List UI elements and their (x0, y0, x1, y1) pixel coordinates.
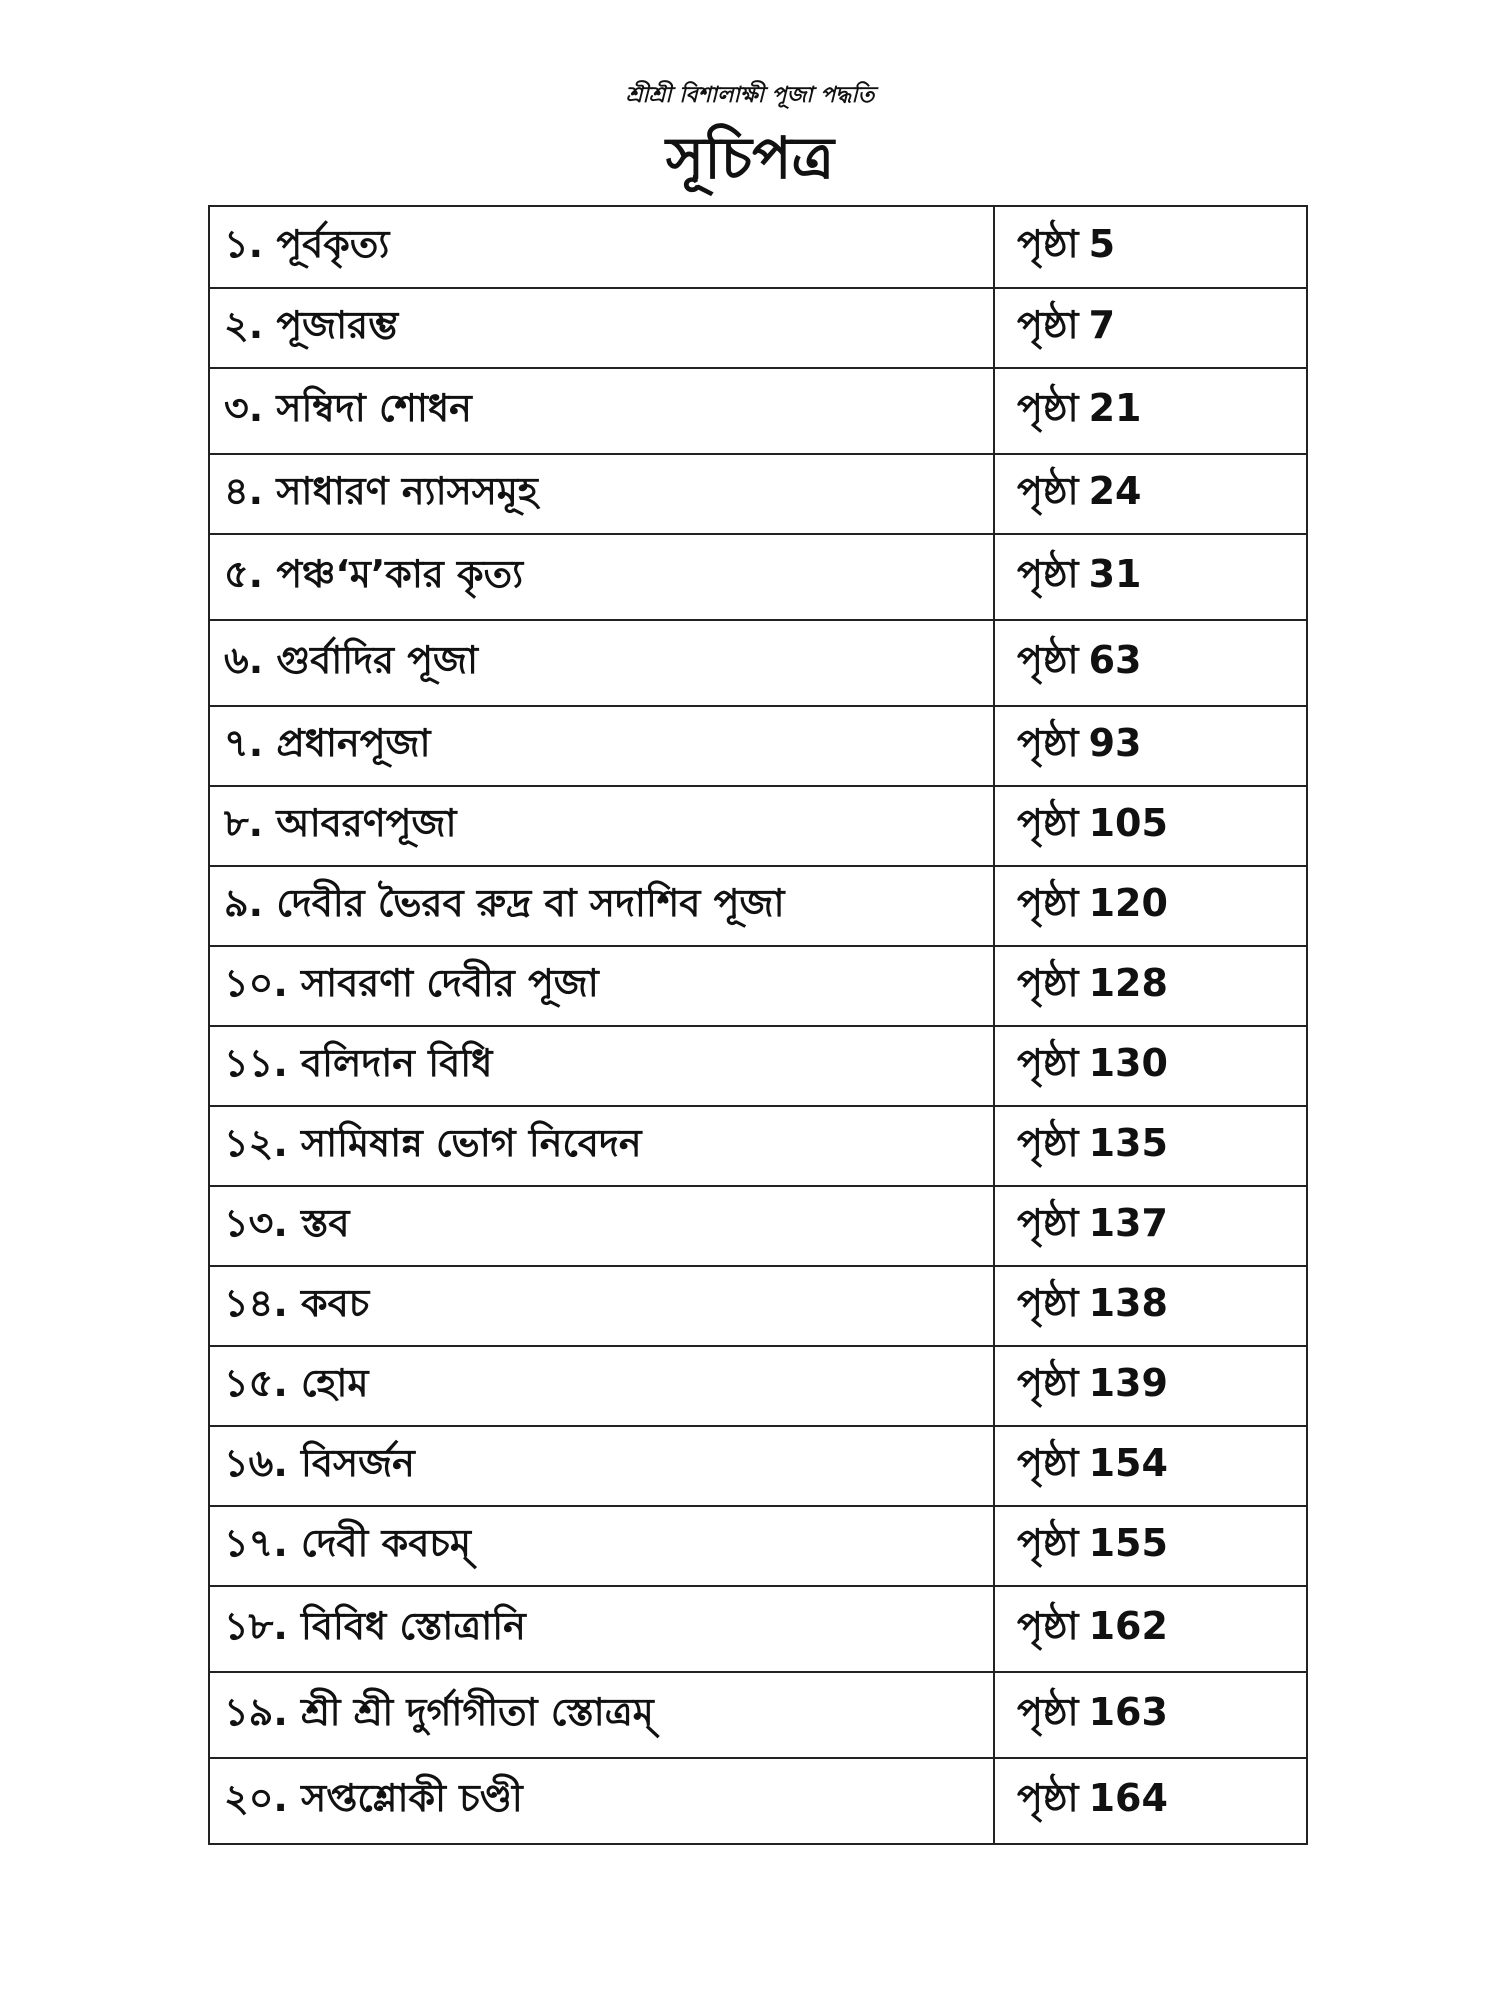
toc-row (209, 1672, 1307, 1758)
page-label: পৃষ্ঠা (1017, 801, 1079, 845)
page-label: পৃষ্ঠা (1017, 1361, 1079, 1405)
page-number: 164 (1088, 1776, 1168, 1820)
page-label: পৃষ্ঠা (1017, 303, 1079, 347)
toc-page-cell (994, 368, 1307, 454)
page-label: পৃষ্ঠা (1017, 386, 1079, 430)
toc-row (209, 368, 1307, 454)
toc-row (209, 288, 1307, 368)
toc-entry-title: ৫. পঞ্চ‘ম’কার কৃত্য (209, 534, 994, 620)
toc-page-cell (994, 1506, 1307, 1586)
toc-page-cell (994, 620, 1307, 706)
toc-row (209, 866, 1307, 946)
toc-entry-title: ৬. গুর্বাদির পূজা (209, 620, 994, 706)
page-number: 130 (1088, 1041, 1168, 1085)
toc-entry-title: ৯. দেবীর ভৈরব রুদ্র বা সদাশিব পূজা (209, 866, 994, 946)
toc-entry-title: ১৭. দেবী কবচম্ (209, 1506, 994, 1586)
toc-entry-title: ৭. প্রধানপূজা (209, 706, 994, 786)
page-number: 105 (1088, 801, 1168, 845)
page-number: 21 (1088, 386, 1142, 430)
toc-page-cell (994, 206, 1307, 288)
page-number: 155 (1088, 1521, 1168, 1565)
toc-entry-title: ৪. সাধারণ ন্যাসসমূহ (209, 454, 994, 534)
page-number: 24 (1088, 469, 1142, 513)
toc-row (209, 1106, 1307, 1186)
toc-row (209, 454, 1307, 534)
toc-row (209, 1506, 1307, 1586)
toc-entry-title: ৮. আবরণপূজা (209, 786, 994, 866)
toc-page-cell (994, 1346, 1307, 1426)
toc-page-cell (994, 1026, 1307, 1106)
page-label: পৃষ্ঠা (1017, 1441, 1079, 1485)
toc-page-cell (994, 534, 1307, 620)
toc-page-cell (994, 1106, 1307, 1186)
page-label: পৃষ্ঠা (1017, 552, 1079, 596)
toc-entry-title: ১০. সাবরণা দেবীর পূজা (209, 946, 994, 1026)
toc-row (209, 206, 1307, 288)
page-title: সূচিপত্র (665, 124, 835, 192)
toc-entry-title: ১. পূর্বকৃত্য (209, 206, 994, 288)
page-number: 120 (1088, 881, 1168, 925)
toc-row (209, 1026, 1307, 1106)
page-number: 63 (1088, 638, 1142, 682)
toc-page-cell (994, 706, 1307, 786)
page-number: 7 (1088, 303, 1116, 347)
toc-row (209, 1586, 1307, 1672)
page-label: পৃষ্ঠা (1017, 1281, 1079, 1325)
page-number: 154 (1088, 1441, 1168, 1485)
page-label: পৃষ্ঠা (1017, 1604, 1079, 1648)
page-label: পৃষ্ঠা (1017, 1690, 1079, 1734)
toc-page-cell (994, 946, 1307, 1026)
toc-entry-title: ১৬. বিসর্জন (209, 1426, 994, 1506)
toc-row (209, 786, 1307, 866)
toc-entry-title: ১৩. স্তব (209, 1186, 994, 1266)
toc-page-cell (994, 866, 1307, 946)
toc-entry-title: ২. পূজারম্ভ (209, 288, 994, 368)
toc-page-cell (994, 786, 1307, 866)
page-label: পৃষ্ঠা (1017, 1776, 1079, 1820)
toc-entry-title: ১২. সামিষান্ন ভোগ নিবেদন (209, 1106, 994, 1186)
toc-row (209, 706, 1307, 786)
toc-page-cell (994, 1186, 1307, 1266)
toc-entry-title: ১৫. হোম (209, 1346, 994, 1426)
toc-page-cell (994, 288, 1307, 368)
table-of-contents (208, 205, 1308, 1845)
page-number: 128 (1088, 961, 1168, 1005)
toc-page-cell (994, 1586, 1307, 1672)
toc-row (209, 1346, 1307, 1426)
page-label: পৃষ্ঠা (1017, 1041, 1079, 1085)
toc-page-cell (994, 1672, 1307, 1758)
toc-row (209, 1758, 1307, 1844)
page-label: পৃষ্ঠা (1017, 638, 1079, 682)
toc-row (209, 1186, 1307, 1266)
page-number: 135 (1088, 1121, 1168, 1165)
running-header: শ্রীশ্রী বিশালাক্ষী পূজা পদ্ধতি (625, 82, 875, 108)
page-label: পৃষ্ঠা (1017, 1201, 1079, 1245)
toc-entry-title: ৩. সম্বিদা শোধন (209, 368, 994, 454)
toc-entry-title: ২০. সপ্তশ্লোকী চণ্ডী (209, 1758, 994, 1844)
page-number: 139 (1088, 1361, 1168, 1405)
page-number: 93 (1088, 721, 1142, 765)
page-label: পৃষ্ঠা (1017, 469, 1079, 513)
toc-row (209, 946, 1307, 1026)
page-label: পৃষ্ঠা (1017, 1121, 1079, 1165)
toc-row (209, 1266, 1307, 1346)
toc-row (209, 1426, 1307, 1506)
page-label: পৃষ্ঠা (1017, 721, 1079, 765)
toc-page-cell (994, 1426, 1307, 1506)
page-number: 137 (1088, 1201, 1168, 1245)
page-number: 5 (1088, 222, 1116, 266)
page-label: পৃষ্ঠা (1017, 881, 1079, 925)
toc-entry-title: ১৮. বিবিধ স্তোত্রানি (209, 1586, 994, 1672)
page-number: 138 (1088, 1281, 1168, 1325)
toc-entry-title: ১১. বলিদান বিধি (209, 1026, 994, 1106)
page-number: 31 (1088, 552, 1142, 596)
page-label: পৃষ্ঠা (1017, 961, 1079, 1005)
page-label: পৃষ্ঠা (1017, 222, 1079, 266)
toc-entry-title: ১৯. শ্রী শ্রী দুর্গাগীতা স্তোত্রম্ (209, 1672, 994, 1758)
toc-row (209, 620, 1307, 706)
toc-row (209, 534, 1307, 620)
toc-page-cell (994, 1266, 1307, 1346)
toc-entry-title: ১৪. কবচ (209, 1266, 994, 1346)
page-number: 162 (1088, 1604, 1168, 1648)
page-label: পৃষ্ঠা (1017, 1521, 1079, 1565)
toc-page-cell (994, 1758, 1307, 1844)
toc-page-cell (994, 454, 1307, 534)
page-number: 163 (1088, 1690, 1168, 1734)
